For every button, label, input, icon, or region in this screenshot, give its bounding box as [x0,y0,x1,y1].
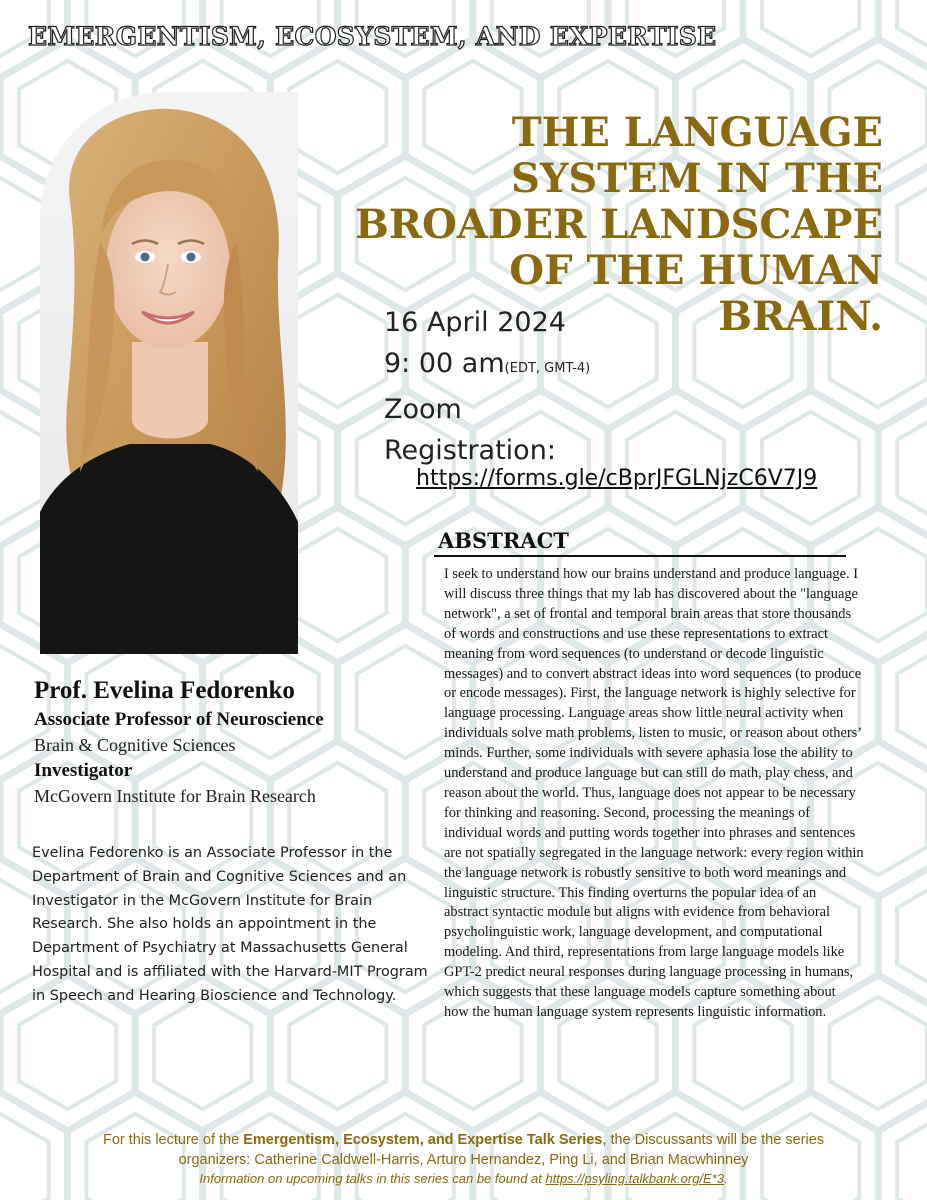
background-hexagon [897,0,927,56]
footer-series-name: Emergentism, Ecosystem, and Expertise Talk Series [243,1132,603,1148]
footer-suffix: , the Discussants will be the series [602,1132,825,1148]
event-location: Zoom [384,394,462,425]
background-hexagon [897,1114,927,1200]
abstract-heading: ABSTRACT [438,528,569,553]
event-info [384,302,590,471]
background-hexagon [897,412,927,524]
registration-label: Registration: [384,435,556,466]
event-time-row [384,343,590,389]
talk-title: THE LANGUAGE SYSTEM IN THE BROADER LANDSCAPE OF THE HUMAN BRAIN. [354,109,883,340]
background-hexagon [897,880,927,992]
speaker-department-primary: Brain & Cognitive Sciences [34,735,236,755]
background-hexagon [0,1092,68,1200]
footer-line-1 [60,1130,867,1150]
series-title: EMERGENTISM, ECOSYSTEM, AND EXPERTISE [28,22,717,51]
background-hexagon [897,646,927,758]
footer [60,1130,867,1187]
speaker-role-secondary: Investigator [34,760,133,781]
speaker-info [34,675,434,809]
background-hexagon [897,178,927,290]
footer-note-suffix: . [724,1171,728,1186]
event-date: 16 April 2024 [384,307,566,338]
background-hexagon [19,997,116,1109]
abstract-divider [434,555,846,557]
background-hexagon [289,529,386,641]
event-time: 9: 00 am [384,348,505,379]
series-info-link[interactable]: https://psyling.talkbank.org/E*3 [545,1171,724,1186]
background-hexagon [0,1114,49,1200]
speaker-photo [40,92,298,654]
abstract-text: I seek to understand how our brains understand and produce language. I will discuss three things that my lab has discovered about the "language network", a set of frontal and temporal brain areas that store thousands of words and constructions and use these representations to extract meaning from word sequences (to understand or decode linguistic messages) and to convert abstract ideas into word sequences (to produce or encode messages). First, the language network is highly selective for language processing. Language areas show little neural activity when individuals solve math problems, listen to music, or reason about others’ minds. Further, some individuals with severe aphasia lose the ability to understand and produce language but can still do math, play chess, and reason about the world. Thus, language does not appear to be necessary for thinking and reasoning. Second, processing the meanings of individual words and putting words together into phrases and sentences are not spatially segregated in the language network: every region within the language network is robustly sensitive to both word meanings and linguistic structure. This finding overturns the popular idea of an abstract syntactic module but aligns with evidence from behavioral psycholinguistic work, language development, and computational modeling. And third, representations from large language models like GPT-2 predict neural responses during language processing in humans, which suggests that these language models capture something about how the human language system represents linguistic information. [444,566,864,1020]
background-hexagon [289,997,386,1109]
registration-link[interactable]: https://forms.gle/cBprJFGLNjzC6V7J9 [416,466,818,491]
footer-note [60,1170,867,1187]
speaker-department-secondary: McGovern Institute for Brain Research [34,786,316,806]
footer-prefix: For this lecture of the [102,1132,244,1148]
background-hexagon [154,997,251,1109]
footer-line-2: organizers: Catherine Caldwell-Harris, Arturo Hernandez, Ping Li, and Brian Macwhinney [178,1152,749,1168]
background-hexagon [878,1092,927,1200]
background-hexagon [762,0,859,56]
speaker-name: Prof. Evelina Fedorenko [34,677,295,704]
footer-note-prefix: Information on upcoming talks in this series can be found at [199,1171,546,1186]
speaker-bio: Evelina Fedorenko is an Associate Professor in the Department of Brain and Cognitive Sciences and an Investigator in the McGovern Institute for Brain Research. She also holds an appointment in the Department of Psychiatry at Massachusetts General Hospital and is affiliated with the Harvard-MIT Program in Speech and Hearing Bioscience and Technology. [32,845,428,1004]
event-timezone: (EDT, GMT-4) [504,361,591,376]
speaker-role-primary: Associate Professor of Neuroscience [34,709,324,730]
